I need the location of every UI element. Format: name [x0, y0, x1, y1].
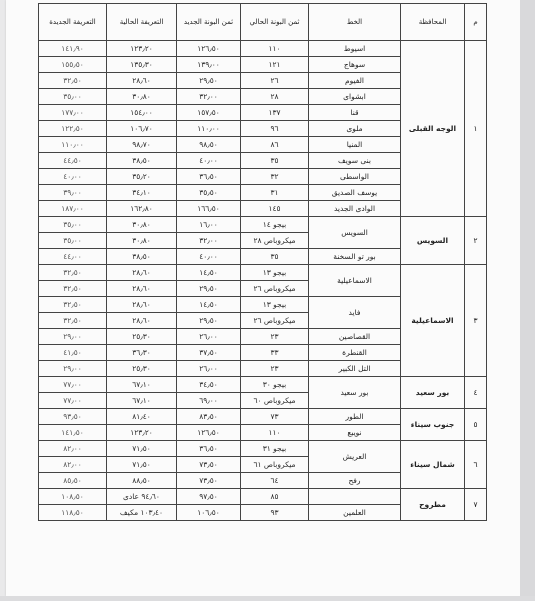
col-header-current-fare: التعريفة الحالية [107, 4, 177, 41]
new-fare-cell: ٩٣٫٥٠ [39, 409, 107, 425]
col-header-new-fare: التعريفة الجديدة [39, 4, 107, 41]
new-fare-cell: ١٨٧٫٠٠ [39, 201, 107, 217]
current-fare-cell: ١٥٤٫٠٠ [107, 105, 177, 121]
line-cell: نويبع [309, 425, 401, 441]
new-fare-cell: ٣٢٫٥٠ [39, 73, 107, 89]
current-ticket-price-cell: ١٢١ [241, 57, 309, 73]
current-fare-cell: ٨٨٫٥٠ [107, 473, 177, 489]
current-fare-cell: ٧١٫٥٠ [107, 441, 177, 457]
current-ticket-price-cell: ميكروباص ٢٨ [241, 233, 309, 249]
current-ticket-price-cell: ميكروباص ٦٠ [241, 393, 309, 409]
current-ticket-price-cell: ميكروباص ٢٦ [241, 281, 309, 297]
new-fare-cell: ٨٥٫٥٠ [39, 473, 107, 489]
new-fare-cell: ٣٥٫٠٠ [39, 89, 107, 105]
new-fare-cell: ٨٢٫٠٠ [39, 457, 107, 473]
new-ticket-price-cell: ٢٩٫٥٠ [177, 281, 241, 297]
current-fare-cell: ١٦٢٫٨٠ [107, 201, 177, 217]
governorate-cell: السويس [401, 217, 465, 265]
fare-table-body [39, 41, 487, 521]
current-fare-cell: ٣٠٫٨٠ [107, 233, 177, 249]
new-ticket-price-cell: ٩٧٫٥٠ [177, 489, 241, 505]
new-fare-cell: ٣٢٫٥٠ [39, 297, 107, 313]
governorate-cell: جنوب سيناء [401, 409, 465, 441]
new-fare-cell: ٤٠٫٠٠ [39, 169, 107, 185]
new-ticket-price-cell: ٨٣٫٥٠ [177, 409, 241, 425]
governorate-cell: بور سعيد [401, 377, 465, 409]
new-ticket-price-cell: ٧٣٫٥٠ [177, 473, 241, 489]
current-ticket-price-cell: ١٤٥ [241, 201, 309, 217]
line-cell: سوهاج [309, 57, 401, 73]
new-ticket-price-cell: ١٠٦٫٥٠ [177, 505, 241, 521]
current-ticket-price-cell: بيجو ١٤ [241, 217, 309, 233]
current-ticket-price-cell: ٢٦ [241, 73, 309, 89]
table-row [39, 489, 487, 505]
governorate-cell: الاسماعيلية [401, 265, 465, 377]
line-cell: الفيوم [309, 73, 401, 89]
table-row [39, 377, 487, 393]
new-ticket-price-cell: ١١٠٫٠٠ [177, 121, 241, 137]
new-fare-cell: ٣٢٫٥٠ [39, 281, 107, 297]
line-cell: يوسف الصديق [309, 185, 401, 201]
col-header-line: الخط [309, 4, 401, 41]
current-fare-cell: ٢٨٫٦٠ [107, 265, 177, 281]
governorate-cell: شمال سيناء [401, 441, 465, 489]
new-ticket-price-cell: ٧٣٫٥٠ [177, 457, 241, 473]
row-number: ٥ [465, 409, 487, 441]
line-cell: الاسماعيلية [309, 265, 401, 297]
current-ticket-price-cell: ٦٤ [241, 473, 309, 489]
current-fare-cell: ١٠٦٫٧٠ [107, 121, 177, 137]
current-fare-cell: ٣٤٫١٠ [107, 185, 177, 201]
new-ticket-price-cell: ٤٠٫٠٠ [177, 249, 241, 265]
row-number: ٣ [465, 265, 487, 377]
new-ticket-price-cell: ١٤٫٥٠ [177, 297, 241, 313]
current-ticket-price-cell: بيجو ١٣ [241, 297, 309, 313]
current-fare-cell: ٢٨٫٦٠ [107, 281, 177, 297]
new-fare-cell: ٤٤٫٥٠ [39, 153, 107, 169]
current-ticket-price-cell: بيجو ١٣ [241, 265, 309, 281]
table-row [39, 265, 487, 281]
table-header-row [39, 4, 487, 41]
new-fare-cell: ٤٤٫٠٠ [39, 249, 107, 265]
current-ticket-price-cell: ٢٨ [241, 89, 309, 105]
current-ticket-price-cell: ١١٠ [241, 425, 309, 441]
new-ticket-price-cell: ٣٤٫٥٠ [177, 377, 241, 393]
current-fare-cell: ١٠٣٫٤٠ مكيف [107, 505, 177, 521]
new-ticket-price-cell: ١٦٦٫٥٠ [177, 201, 241, 217]
new-fare-cell: ١٤١٫٩٠ [39, 41, 107, 57]
line-cell: بور تو السخنة [309, 249, 401, 265]
new-fare-cell: ١١٨٫٥٠ [39, 505, 107, 521]
line-cell: العلمين [309, 505, 401, 521]
line-cell: بنى سويف [309, 153, 401, 169]
current-ticket-price-cell: ٣٣ [241, 345, 309, 361]
current-fare-cell: ٢٥٫٣٠ [107, 361, 177, 377]
new-ticket-price-cell: ٣٢٫٠٠ [177, 233, 241, 249]
current-fare-cell: ١٢٣٫٢٠ [107, 41, 177, 57]
new-fare-cell: ١٧٧٫٠٠ [39, 105, 107, 121]
line-cell: الواسطى [309, 169, 401, 185]
new-fare-cell: ٢٩٫٠٠ [39, 329, 107, 345]
current-ticket-price-cell: ٨٦ [241, 137, 309, 153]
new-ticket-price-cell: ٤٠٫٠٠ [177, 153, 241, 169]
new-ticket-price-cell: ٢٦٫٠٠ [177, 361, 241, 377]
new-ticket-price-cell: ٢٩٫٥٠ [177, 313, 241, 329]
new-fare-cell: ٣٢٫٥٠ [39, 313, 107, 329]
current-ticket-price-cell: ٩٦ [241, 121, 309, 137]
new-ticket-price-cell: ١٥٧٫٥٠ [177, 105, 241, 121]
current-ticket-price-cell: ٨٥ [241, 489, 309, 505]
current-ticket-price-cell: ميكروباص ٢٦ [241, 313, 309, 329]
new-fare-cell: ٧٧٫٠٠ [39, 377, 107, 393]
line-cell: الطور [309, 409, 401, 425]
current-fare-cell: ٦٧٫١٠ [107, 393, 177, 409]
new-ticket-price-cell: ١٢٦٫٥٠ [177, 425, 241, 441]
line-cell: ملوى [309, 121, 401, 137]
row-number: ٧ [465, 489, 487, 521]
new-fare-cell: ١٥٥٫٥٠ [39, 57, 107, 73]
new-ticket-price-cell: ٣٦٫٥٠ [177, 169, 241, 185]
line-cell: العريش [309, 441, 401, 473]
new-fare-cell: ٣٩٫٠٠ [39, 185, 107, 201]
current-ticket-price-cell: ٢٣ [241, 329, 309, 345]
line-cell: ابشواى [309, 89, 401, 105]
new-fare-cell: ١٤١٫٥٠ [39, 425, 107, 441]
line-cell: فايد [309, 297, 401, 329]
current-fare-cell: ٣٦٫٣٠ [107, 345, 177, 361]
table-row [39, 441, 487, 457]
new-ticket-price-cell: ٣٢٫٠٠ [177, 89, 241, 105]
row-number: ٦ [465, 441, 487, 489]
current-fare-cell: ١٣٥٫٣٠ [107, 57, 177, 73]
line-cell: القنطرة [309, 345, 401, 361]
current-ticket-price-cell: ٢٣ [241, 361, 309, 377]
current-ticket-price-cell: ميكروباص ٦١ [241, 457, 309, 473]
current-fare-cell: ٢٥٫٣٠ [107, 329, 177, 345]
current-ticket-price-cell: بيجو ٣١ [241, 441, 309, 457]
new-fare-cell: ٣٥٫٠٠ [39, 233, 107, 249]
line-cell: السويس [309, 217, 401, 249]
governorate-cell: مطروح [401, 489, 465, 521]
col-header-governorate: المحافظة [401, 4, 465, 41]
new-fare-cell: ٧٧٫٠٠ [39, 393, 107, 409]
new-fare-cell: ١١٠٫٠٠ [39, 137, 107, 153]
new-ticket-price-cell: ٦٩٫٠٠ [177, 393, 241, 409]
row-number: ٤ [465, 377, 487, 409]
line-cell [309, 489, 401, 505]
new-ticket-price-cell: ٣٧٫٥٠ [177, 345, 241, 361]
current-fare-cell: ١٢٣٫٢٠ [107, 425, 177, 441]
new-ticket-price-cell: ١٦٫٠٠ [177, 217, 241, 233]
current-fare-cell: ٢٨٫٦٠ [107, 73, 177, 89]
current-ticket-price-cell: ١٣٧ [241, 105, 309, 121]
table-row [39, 41, 487, 57]
current-fare-cell: ٩٤٫٦٠ عادى [107, 489, 177, 505]
new-fare-cell: ٣٥٫٠٠ [39, 217, 107, 233]
line-cell: رفح [309, 473, 401, 489]
current-ticket-price-cell: بيجو ٣٠ [241, 377, 309, 393]
photo-border-bottom [0, 596, 535, 601]
new-fare-cell: ١٠٨٫٥٠ [39, 489, 107, 505]
current-ticket-price-cell: ١١٠ [241, 41, 309, 57]
new-ticket-price-cell: ١٤٫٥٠ [177, 265, 241, 281]
current-fare-cell: ٢٨٫٦٠ [107, 297, 177, 313]
current-fare-cell: ٦٧٫١٠ [107, 377, 177, 393]
current-ticket-price-cell: ٣٢ [241, 169, 309, 185]
current-ticket-price-cell: ٩٣ [241, 505, 309, 521]
current-ticket-price-cell: ٧٣ [241, 409, 309, 425]
line-cell: القصاصين [309, 329, 401, 345]
col-header-new-ticket-price: ثمن البونة الجديد [177, 4, 241, 41]
current-fare-cell: ٩٨٫٧٠ [107, 137, 177, 153]
current-ticket-price-cell: ٣٥ [241, 153, 309, 169]
new-fare-cell: ٣٢٫٥٠ [39, 265, 107, 281]
current-fare-cell: ٢٨٫٦٠ [107, 313, 177, 329]
line-cell: المنيا [309, 137, 401, 153]
new-fare-cell: ٢٩٫٠٠ [39, 361, 107, 377]
current-fare-cell: ٣٥٫٢٠ [107, 169, 177, 185]
new-fare-cell: ٤١٫٥٠ [39, 345, 107, 361]
line-cell: الوادى الجديد [309, 201, 401, 217]
current-fare-cell: ٧١٫٥٠ [107, 457, 177, 473]
table-row [39, 217, 487, 233]
current-fare-cell: ٣٠٫٨٠ [107, 217, 177, 233]
current-ticket-price-cell: ٣١ [241, 185, 309, 201]
new-fare-cell: ٨٢٫٠٠ [39, 441, 107, 457]
line-cell: قنا [309, 105, 401, 121]
new-ticket-price-cell: ٣٥٫٥٠ [177, 185, 241, 201]
fare-table [38, 3, 487, 521]
row-number: ٢ [465, 217, 487, 265]
new-ticket-price-cell: ٣٦٫٥٠ [177, 441, 241, 457]
line-cell: بور سعيد [309, 377, 401, 409]
governorate-cell: الوجه القبلى [401, 41, 465, 217]
line-cell: اسيوط [309, 41, 401, 57]
table-row [39, 409, 487, 425]
line-cell: التل الكبير [309, 361, 401, 377]
row-number: ١ [465, 41, 487, 217]
new-ticket-price-cell: ١٢٦٫٥٠ [177, 41, 241, 57]
new-fare-cell: ١٢٢٫٥٠ [39, 121, 107, 137]
current-fare-cell: ٣٨٫٥٠ [107, 249, 177, 265]
col-header-current-ticket-price: ثمن البونة الحالي [241, 4, 309, 41]
current-fare-cell: ٣٠٫٨٠ [107, 89, 177, 105]
current-fare-cell: ٨١٫٤٠ [107, 409, 177, 425]
photo-border-right [520, 0, 535, 601]
new-ticket-price-cell: ٩٨٫٥٠ [177, 137, 241, 153]
new-ticket-price-cell: ١٣٩٫٠٠ [177, 57, 241, 73]
current-fare-cell: ٣٨٫٥٠ [107, 153, 177, 169]
current-ticket-price-cell: ٣٥ [241, 249, 309, 265]
new-ticket-price-cell: ٢٩٫٥٠ [177, 73, 241, 89]
new-ticket-price-cell: ٢٦٫٠٠ [177, 329, 241, 345]
col-header-no: م [465, 4, 487, 41]
